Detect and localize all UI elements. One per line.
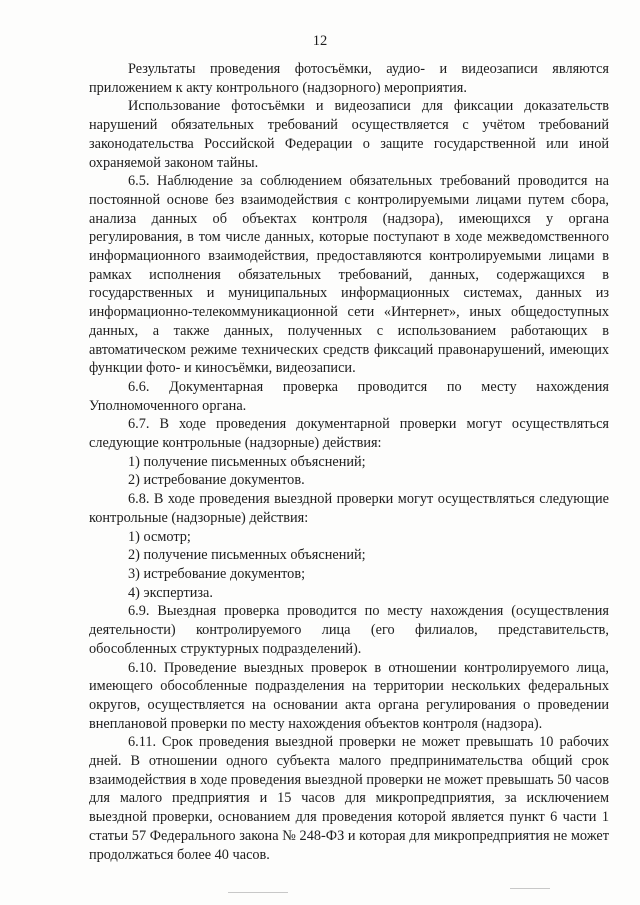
page-number: 12 <box>312 33 328 49</box>
paragraph-media-results: Результаты проведения фотосъёмки, аудио- и видеозаписи являются приложением к акту контрольного (надзорного) мероприятия. <box>89 61 609 96</box>
list-item: 4) экспертиза. <box>128 584 213 601</box>
paragraph-6-7: 6.7. В ходе проведения документарной проверки могут осуществляться следующие контрольные (надзорные) действия: <box>89 416 609 452</box>
paragraph-media-usage: Использование фотосъёмки и видеозаписи для фиксации доказательств нарушений обязательных требований осуществляется с учётом требований законодательства Российской Федерации о защите государственной или иной охраняемой законом тайны. <box>89 98 609 171</box>
list-item: 2) получение письменных объяснений; <box>128 547 366 564</box>
paragraph-6-6: 6.6. Документарная проверка проводится по месту нахождения Уполномоченного органа. <box>89 378 609 414</box>
paragraph-6-5: 6.5. Наблюдение за соблюдением обязательных требований проводится на постоянной основе без взаимодействия с контролируемыми лицами путем сбора, анализа данных об объектах контроля (надзора), имеющихся у органа регулирования, в том числе данных, которые поступают в ходе межведомственного информационного взаимодействия, предоставляются контролируемыми лицами в рамках исполнения обязательных требований, данных, содержащихся в государственных и муниципальных информационных системах, данных из информационно-телекоммуникационной сети «Интернет», иных общедоступных данных, а также данных, полученных с использованием работающих в автоматическом режиме технических средств фиксаций правонарушений, имеющих функции фото- и киносъёмки, видеозаписи. <box>89 173 609 377</box>
paragraph-6-10: 6.10. Проведение выездных проверок в отношении контролируемого лица, имеющего обособленные подразделения на территории нескольких федеральных округов, осуществляется на основании акта органа регулирования о проведении внеплановой проверки по месту нахождения объектов контроля (надзора). <box>89 659 609 732</box>
scan-artifact <box>510 888 550 889</box>
list-item: 1) получение письменных объяснений; <box>128 453 366 470</box>
paragraph-6-11: 6.11. Срок проведения выездной проверки не может превышать 10 рабочих дней. В отношении одного субъекта малого предпринимательства общий срок взаимодействия в ходе проведения выездной проверки не может превышать 50 часов для малого предприятия и 15 часов для микропредприятия, за исключением выездной проверки, основанием для проведения которой является пункт 6 части 1 статьи 57 Федерального закона № 248-ФЗ и которая для микропредприятия не может продолжаться более 40 часов. <box>89 734 609 863</box>
list-item: 1) осмотр; <box>128 528 191 545</box>
paragraph-6-9: 6.9. Выездная проверка проводится по месту нахождения (осуществления деятельности) контролируемого лица (его филиалов, представительств, обособленных структурных подразделений). <box>89 603 609 657</box>
document-body <box>89 60 609 864</box>
list-item: 3) истребование документов; <box>128 565 306 582</box>
scan-artifact <box>228 892 288 893</box>
paragraph-6-8: 6.8. В ходе проведения выездной проверки могут осуществляться следующие контрольные (надзорные) действия: <box>89 491 609 526</box>
list-item: 2) истребование документов. <box>128 472 305 489</box>
